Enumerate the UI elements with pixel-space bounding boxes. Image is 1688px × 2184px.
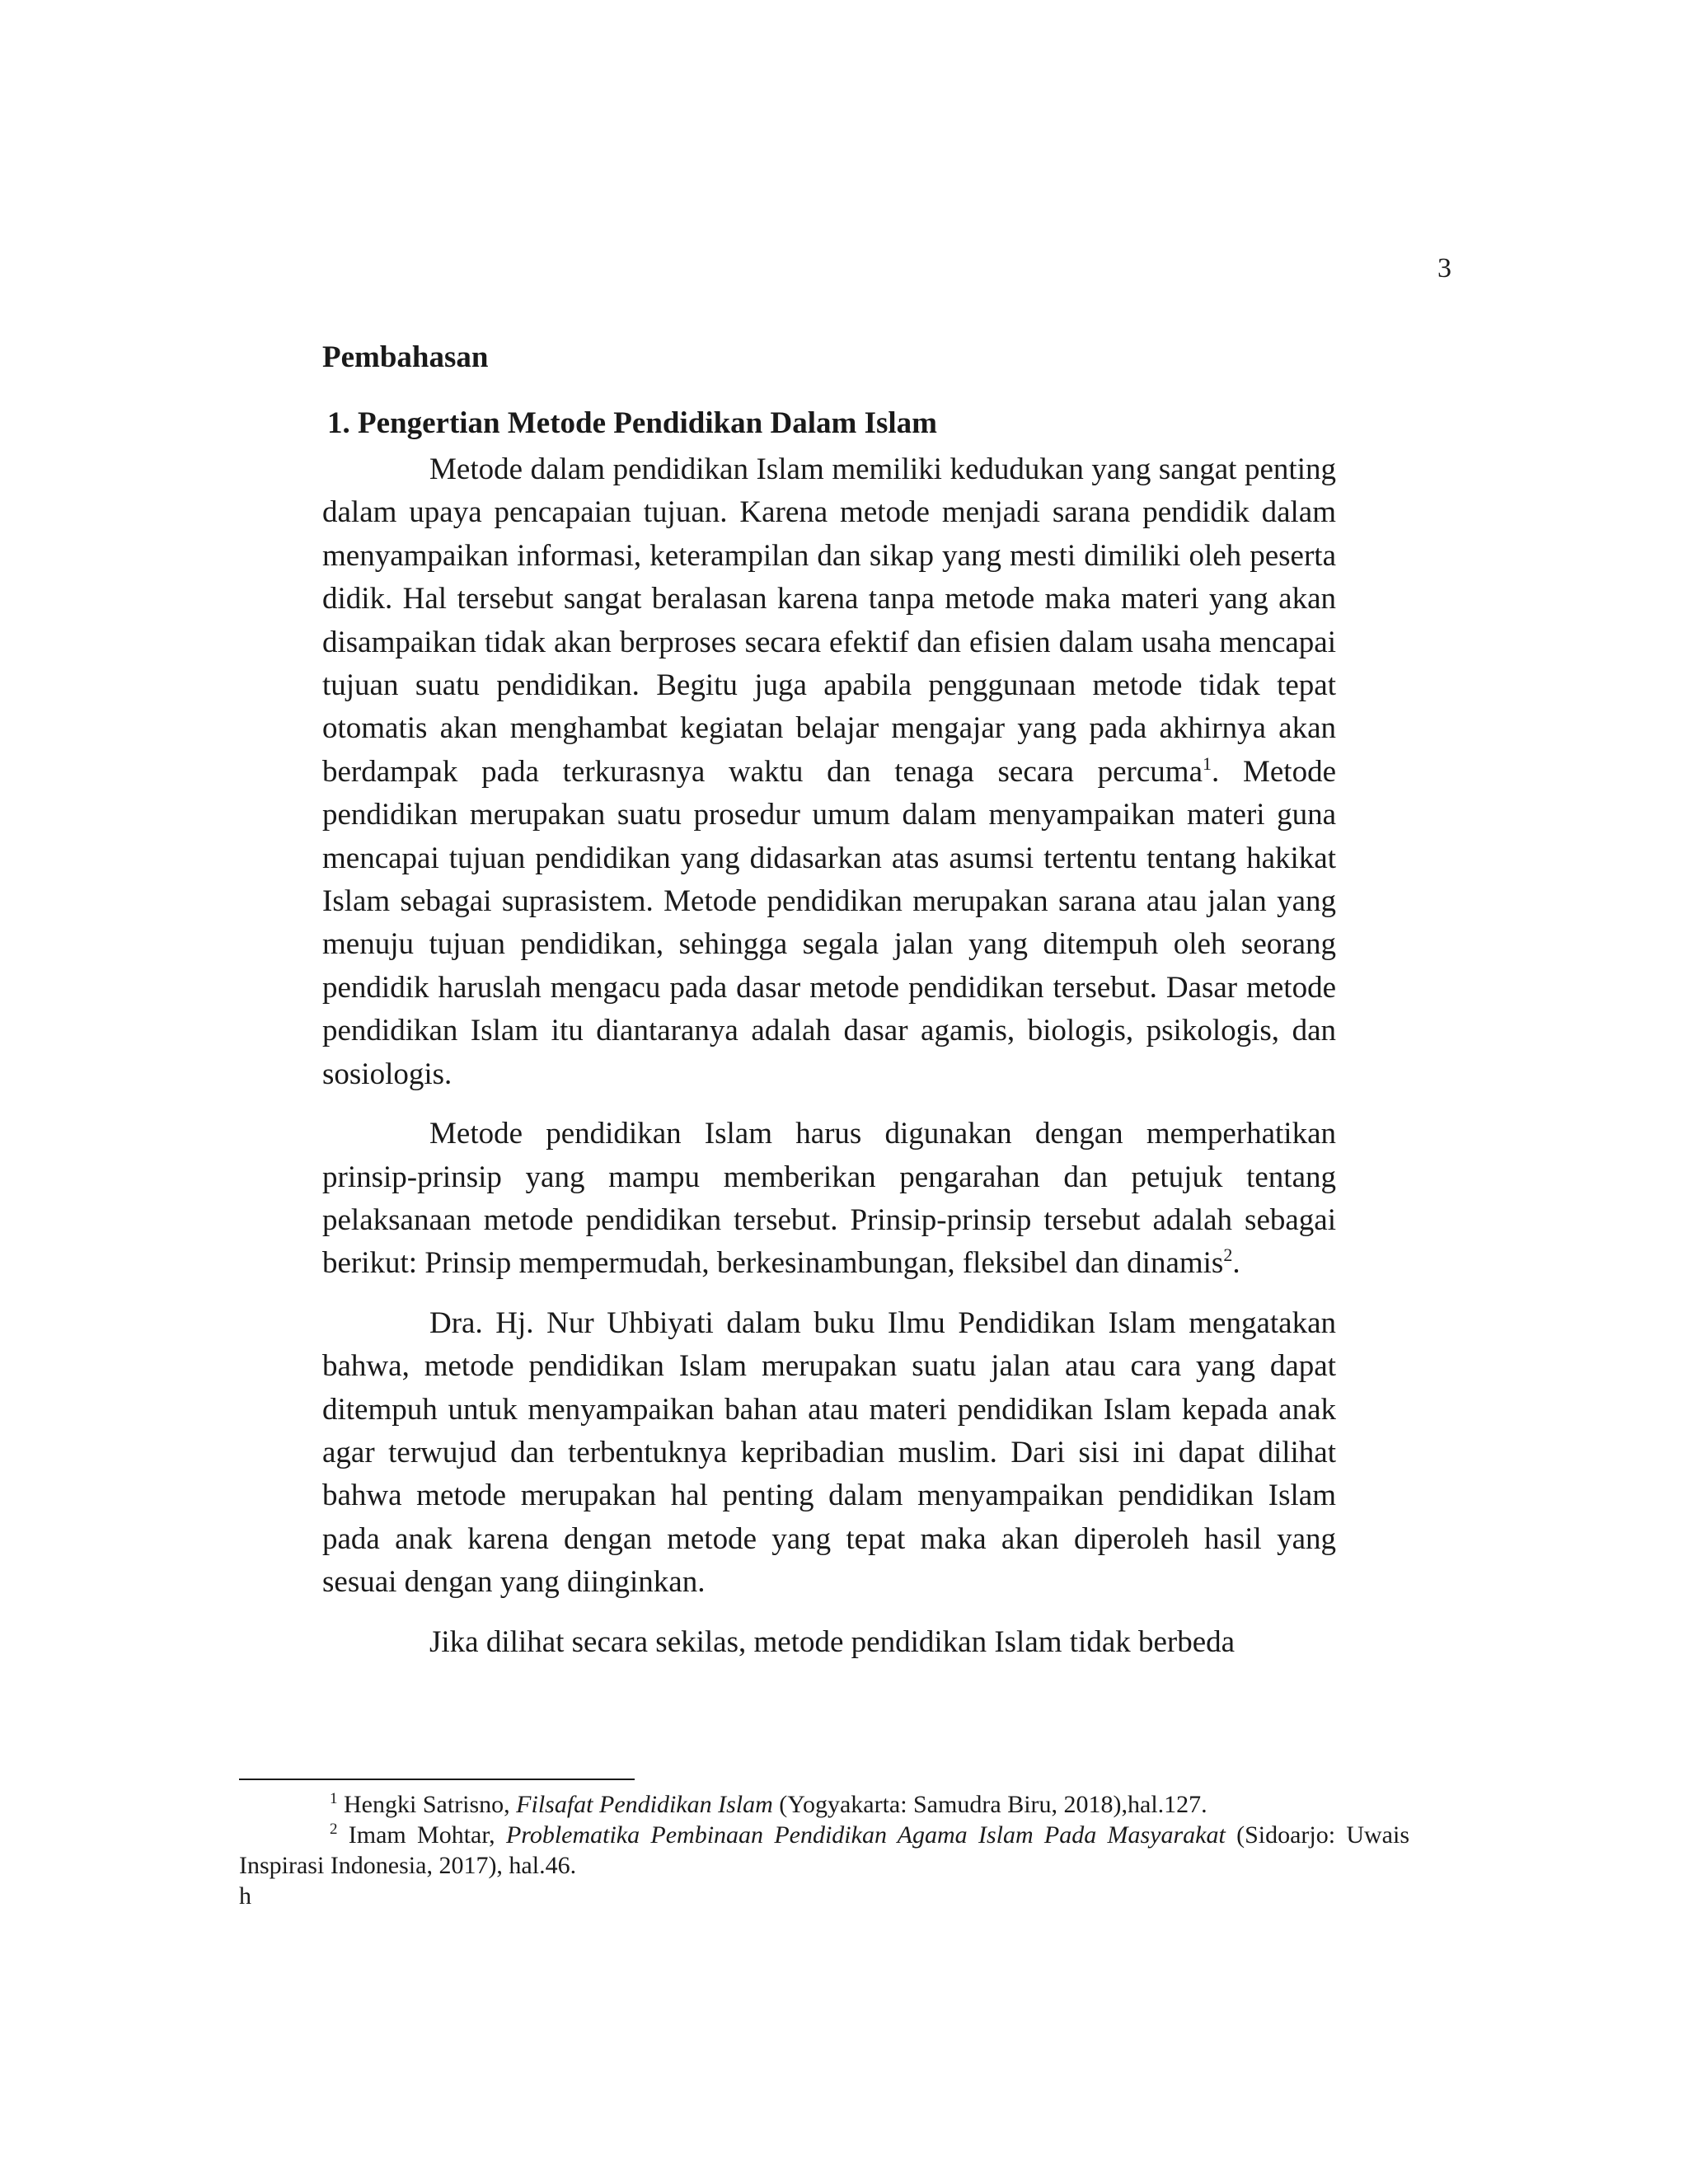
footnote-1-publication: (Yogyakarta: Samudra Biru, 2018),hal.127.	[772, 1791, 1207, 1818]
footnote-1-title: Filsafat Pendidikan Islam	[516, 1791, 773, 1818]
paragraph-3: Dra. Hj. Nur Uhbiyati dalam buku Ilmu Pendidikan Islam mengatakan bahwa, metode pendidikan Islam merupakan suatu jalan atau cara yang dapat ditempuh untuk menyampaikan bahan atau materi pendidikan Islam kepada anak agar terwujud dan terbentuknya kepribadian muslim. Dari sisi ini dapat dilihat bahwa metode merupakan hal penting dalam menyampaikan pendidikan Islam pada anak karena dengan metode yang tepat maka akan diperoleh hasil yang sesuai dengan yang diinginkan.	[322, 1305, 1336, 1600]
footnote-2-author: Imam Mohtar,	[348, 1821, 506, 1849]
stray-text: h	[239, 1882, 251, 1910]
footnote-ref-1[interactable]: 1	[1203, 752, 1212, 774]
paragraph-1	[322, 448, 1336, 1096]
footnote-2-number: 2	[330, 1821, 338, 1838]
paragraph-4: Jika dilihat secara sekilas, metode pendidikan Islam tidak berbeda	[429, 1624, 1236, 1659]
footnote-1-author: Hengki Satrisno,	[344, 1791, 517, 1818]
main-content	[322, 333, 1336, 1680]
subsection-title: 1. Pengertian Metode Pendidikan Dalam Islam	[327, 406, 937, 440]
paragraph-2-part-b: .	[1232, 1246, 1240, 1281]
paragraph-2	[322, 1113, 1336, 1286]
section-title: Pembahasan	[322, 340, 489, 374]
footnote-2-title: Problematika Pembinaan Pendidikan Agama Islam Pada Masyarakat	[505, 1821, 1226, 1849]
footnote-2	[239, 1820, 1409, 1881]
footnote-2-publication: (Sidoarjo: Uwais Inspirasi Indonesia, 2017), hal.46.	[239, 1821, 1410, 1879]
footnote-1-number: 1	[330, 1790, 338, 1807]
footnotes	[239, 1789, 1409, 1911]
paragraph-2-part-a: Metode pendidikan Islam harus digunakan dengan memperhatikan prinsip-prinsip yang mampu memberikan pengarahan dan petujuk tentang pelaksanaan metode pendidikan tersebut. Prinsip-prinsip tersebut adalah sebagai berikut: Prinsip mempermudah, berkesinambungan, fleksibel dan dinamis	[322, 1117, 1336, 1281]
paragraph-1-part-a: Metode dalam pendidikan Islam memiliki kedudukan yang sangat penting dalam upaya pencapaian tujuan. Karena metode menjadi sarana pendidik dalam menyampaikan informasi, keterampilan dan sikap yang mesti dimiliki oleh peserta didik. Hal tersebut sangat beralasan karena tanpa metode maka materi yang akan disampaikan tidak akan berproses secara efektif dan efisien dalam usaha mencapai tujuan suatu pendidikan. Begitu juga apabila penggunaan metode tidak tepat otomatis akan menghambat kegiatan belajar mengajar yang pada akhirnya akan berdampak pada terkurasnya waktu dan tenaga secara percuma	[322, 452, 1336, 789]
footnote-1	[239, 1789, 1409, 1820]
footnote-separator	[239, 1779, 635, 1780]
paragraph-1-part-b: . Metode pendidikan merupakan suatu prosedur umum dalam menyampaikan materi guna mencapai tujuan pendidikan yang didasarkan atas asumsi tertentu tentang hakikat Islam sebagai suprasistem. Metode pendidikan merupakan sarana atau jalan yang menuju tujuan pendidikan, sehingga segala jalan yang ditempuh oleh seorang pendidik haruslah mengacu pada dasar metode pendidikan tersebut. Dasar metode pendidikan Islam itu diantaranya adalah dasar agamis, biologis, psikologis, dan sosiologis.	[322, 754, 1336, 1091]
page-number: 3	[1437, 253, 1451, 284]
footnote-ref-2[interactable]: 2	[1223, 1244, 1233, 1266]
